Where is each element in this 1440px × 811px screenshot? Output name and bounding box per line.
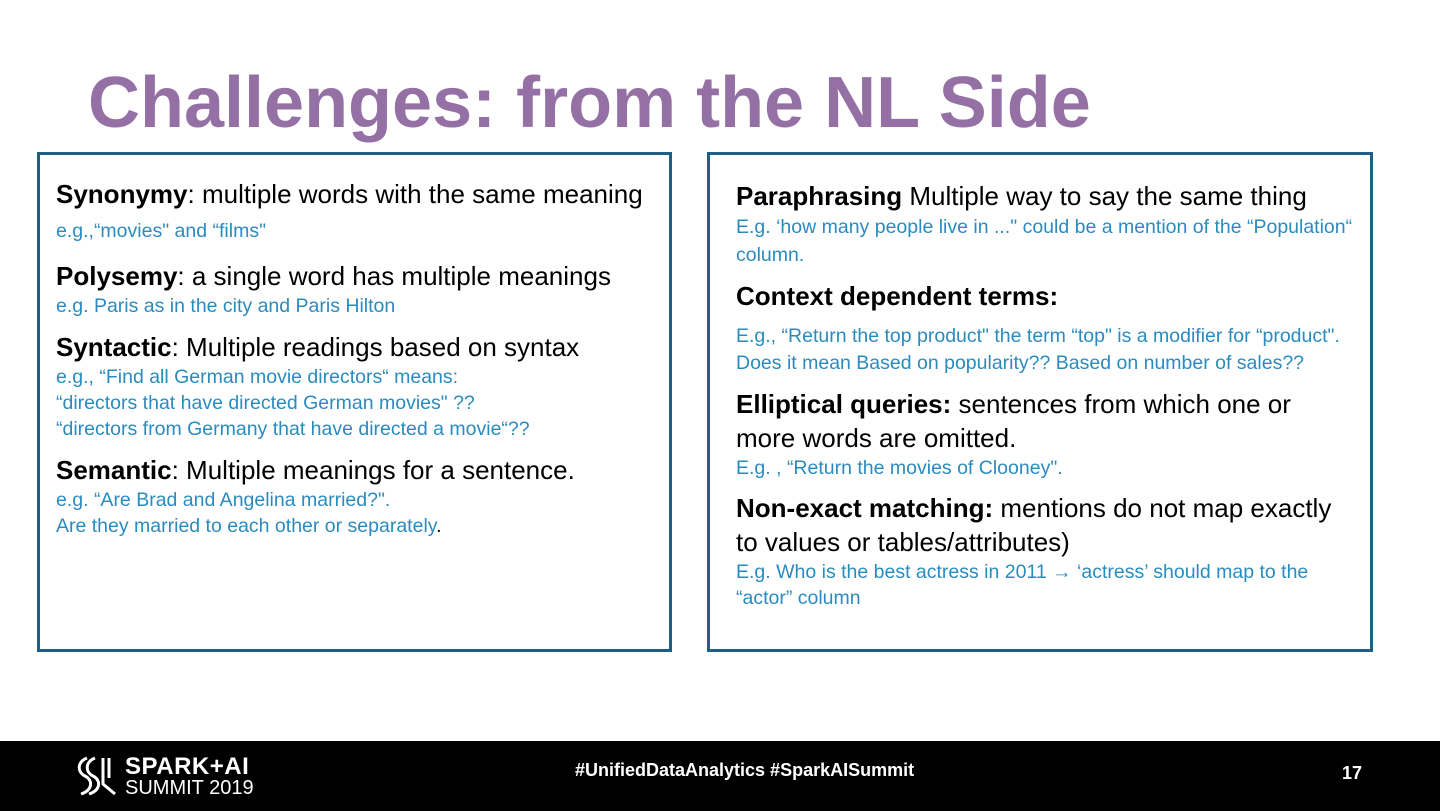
logo-line-2: SUMMIT 2019 xyxy=(125,777,254,799)
paraphrasing-example: E.g. ‘how many people live in ..." could be a mention of the “Population“ column. xyxy=(736,216,1353,266)
nonexact-desc: mentions do not map exactly to values or tables/attributes) xyxy=(736,493,1332,557)
syntactic-heading xyxy=(56,330,653,364)
polysemy-item xyxy=(56,259,653,319)
spark-logo-icon xyxy=(73,754,119,798)
footer-hashtags: #UnifiedDataAnalytics #SparkAISummit xyxy=(575,760,915,780)
semantic-term: Semantic xyxy=(56,455,172,485)
synonymy-desc: : multiple words with the same meaning xyxy=(187,179,643,209)
polysemy-heading xyxy=(56,259,653,293)
elliptical-item xyxy=(736,387,1354,481)
semantic-example-1: e.g. “Are Brad and Angelina married?". xyxy=(56,489,391,511)
semantic-item xyxy=(56,453,653,539)
semantic-example-2: Are they married to each other or separately xyxy=(56,515,437,537)
syntactic-example-2: “directors that have directed German movies" ?? xyxy=(56,392,475,414)
slide-title: Challenges: from the NL Side xyxy=(88,63,1091,143)
elliptical-heading xyxy=(736,387,1354,455)
synonymy-item xyxy=(56,177,653,248)
footer-bar xyxy=(0,741,1440,811)
semantic-desc: : Multiple meanings for a sentence. xyxy=(171,455,575,485)
context-term: Context dependent terms: xyxy=(736,281,1059,311)
semantic-trailing-period: . xyxy=(436,515,442,537)
elliptical-desc: sentences from which one or more words are omitted. xyxy=(736,389,1291,453)
polysemy-desc: : a single word has multiple meanings xyxy=(177,261,611,291)
nonexact-example: E.g. Who is the best actress in 2011 → ‘actress’ should map to the “actor” column xyxy=(736,561,1309,609)
page-number: 17 xyxy=(1342,763,1363,783)
logo-line-1: SPARK+AI xyxy=(125,753,250,780)
syntactic-example-1: e.g., “Find all German movie directors“ means: xyxy=(56,366,459,388)
nonexact-item xyxy=(736,491,1354,611)
syntactic-item xyxy=(56,330,653,442)
nonexact-heading xyxy=(736,491,1354,559)
polysemy-term: Polysemy xyxy=(56,261,178,291)
polysemy-example: e.g. Paris as in the city and Paris Hilton xyxy=(56,295,396,317)
synonymy-term: Synonymy xyxy=(56,179,188,209)
elliptical-term: Elliptical queries: xyxy=(736,389,952,419)
semantic-example-2-line xyxy=(56,513,653,539)
right-challenges-box xyxy=(707,152,1373,652)
semantic-heading xyxy=(56,453,653,487)
paraphrasing-item xyxy=(736,179,1354,269)
context-heading xyxy=(736,279,1354,313)
synonymy-heading xyxy=(56,177,653,248)
left-challenges-box xyxy=(37,152,672,652)
spark-ai-summit-logo xyxy=(73,754,273,800)
elliptical-example: E.g. , “Return the movies of Clooney". xyxy=(736,457,1063,479)
context-item xyxy=(736,279,1354,377)
synonymy-example: e.g.,“movies" and “films" xyxy=(56,220,266,242)
context-example: E.g., “Return the top product" the term “top" is a modifier for “product". Does it mean Based on popularity?? Based on number of sales?? xyxy=(736,325,1340,374)
nonexact-term: Non-exact matching: xyxy=(736,493,994,523)
syntactic-desc: : Multiple readings based on syntax xyxy=(171,332,580,362)
syntactic-example-3: “directors from Germany that have directed a movie“?? xyxy=(56,418,530,440)
paraphrasing-desc: Multiple way to say the same thing xyxy=(902,181,1307,211)
paraphrasing-term: Paraphrasing xyxy=(736,181,903,211)
paraphrasing-heading xyxy=(736,179,1354,213)
syntactic-term: Syntactic xyxy=(56,332,172,362)
